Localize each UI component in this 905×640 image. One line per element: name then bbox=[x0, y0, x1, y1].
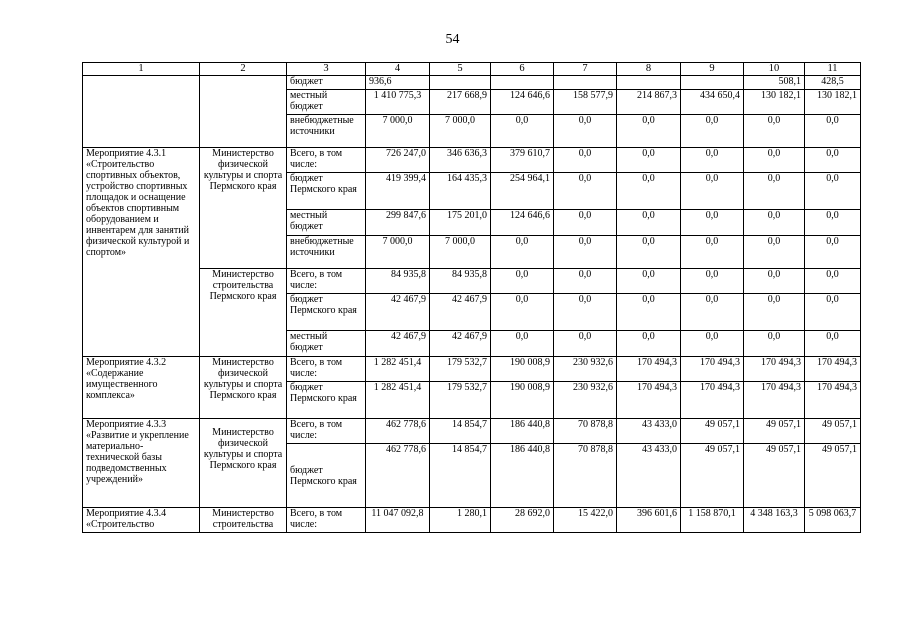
executor-name: Министерство строительства Пермского края bbox=[200, 269, 287, 357]
value-cell: 230 932,6 bbox=[554, 357, 617, 382]
value-cell: 190 008,9 bbox=[491, 382, 554, 419]
value-cell: 230 932,6 bbox=[554, 382, 617, 419]
value-cell: 0,0 bbox=[744, 173, 805, 210]
header-row bbox=[83, 63, 861, 76]
header-cell: 6 bbox=[491, 63, 554, 76]
value-cell bbox=[491, 76, 554, 90]
value-cell: 0,0 bbox=[744, 210, 805, 236]
source-cell: бюджет Пермского края bbox=[287, 444, 366, 508]
value-cell: 42 467,9 bbox=[430, 294, 491, 331]
value-cell: 379 610,7 bbox=[491, 148, 554, 173]
value-cell: 0,0 bbox=[554, 115, 617, 148]
value-cell: 0,0 bbox=[681, 173, 744, 210]
value-cell: 0,0 bbox=[491, 331, 554, 357]
value-cell: 1 282 451,4 bbox=[366, 357, 430, 382]
value-cell: 1 282 451,4 bbox=[366, 382, 430, 419]
value-cell: 7 000,0 bbox=[366, 236, 430, 269]
value-cell: 170 494,3 bbox=[744, 357, 805, 382]
value-cell: 0,0 bbox=[744, 236, 805, 269]
value-cell: 15 422,0 bbox=[554, 508, 617, 533]
value-cell: 70 878,8 bbox=[554, 444, 617, 508]
executor-name: Министерство физической культуры и спорта Пермского края bbox=[200, 419, 287, 508]
value-cell: 214 867,3 bbox=[617, 90, 681, 115]
value-cell: 0,0 bbox=[744, 115, 805, 148]
value-cell: 49 057,1 bbox=[744, 419, 805, 444]
value-cell: 0,0 bbox=[681, 236, 744, 269]
page-number: 54 bbox=[445, 32, 460, 47]
value-cell: 346 636,3 bbox=[430, 148, 491, 173]
value-cell: 170 494,3 bbox=[681, 382, 744, 419]
value-cell: 49 057,1 bbox=[805, 444, 861, 508]
table-row bbox=[83, 148, 861, 173]
value-cell: 7 000,0 bbox=[430, 236, 491, 269]
value-cell: 0,0 bbox=[554, 331, 617, 357]
table-row bbox=[83, 357, 861, 382]
header-cell: 5 bbox=[430, 63, 491, 76]
value-cell: 1 280,1 bbox=[430, 508, 491, 533]
measure-title: Мероприятие 4.3.4 «Строительство bbox=[83, 508, 200, 533]
value-cell: 0,0 bbox=[744, 331, 805, 357]
value-cell: 49 057,1 bbox=[805, 419, 861, 444]
value-cell: 170 494,3 bbox=[681, 357, 744, 382]
measure-title: Мероприятие 4.3.2 «Содержание имущественного комплекса» bbox=[83, 357, 200, 419]
value-cell bbox=[681, 76, 744, 90]
value-cell: 170 494,3 bbox=[617, 382, 681, 419]
value-cell: 70 878,8 bbox=[554, 419, 617, 444]
value-cell: 434 650,4 bbox=[681, 90, 744, 115]
value-cell: 0,0 bbox=[805, 331, 861, 357]
value-cell: 0,0 bbox=[617, 115, 681, 148]
value-cell: 124 646,6 bbox=[491, 210, 554, 236]
value-cell: 49 057,1 bbox=[681, 444, 744, 508]
value-cell: 7 000,0 bbox=[366, 115, 430, 148]
value-cell: 7 000,0 bbox=[430, 115, 491, 148]
value-cell: 0,0 bbox=[805, 210, 861, 236]
value-cell: 0,0 bbox=[554, 148, 617, 173]
value-cell bbox=[430, 76, 491, 90]
value-cell: 43 433,0 bbox=[617, 444, 681, 508]
value-cell: 170 494,3 bbox=[617, 357, 681, 382]
value-cell: 508,1 bbox=[744, 76, 805, 90]
value-cell: 14 854,7 bbox=[430, 419, 491, 444]
value-cell: 1 410 775,3 bbox=[366, 90, 430, 115]
value-cell: 4 348 163,3 bbox=[744, 508, 805, 533]
value-cell: 0,0 bbox=[617, 331, 681, 357]
executor-cell bbox=[200, 76, 287, 148]
value-cell: 186 440,8 bbox=[491, 444, 554, 508]
source-cell: Всего, в том числе: bbox=[287, 269, 366, 294]
value-cell: 0,0 bbox=[805, 115, 861, 148]
value-cell: 0,0 bbox=[681, 331, 744, 357]
value-cell: 419 399,4 bbox=[366, 173, 430, 210]
value-cell: 0,0 bbox=[617, 236, 681, 269]
source-cell: бюджет bbox=[287, 76, 366, 90]
value-cell: 299 847,6 bbox=[366, 210, 430, 236]
value-cell bbox=[554, 76, 617, 90]
source-cell: Всего, в том числе: bbox=[287, 508, 366, 533]
source-cell: Всего, в том числе: bbox=[287, 357, 366, 382]
source-cell: местный бюджет bbox=[287, 210, 366, 236]
value-cell: 0,0 bbox=[681, 210, 744, 236]
value-cell: 43 433,0 bbox=[617, 419, 681, 444]
value-cell: 0,0 bbox=[617, 269, 681, 294]
value-cell: 42 467,9 bbox=[430, 331, 491, 357]
value-cell: 936,6 bbox=[366, 76, 430, 90]
value-cell: 179 532,7 bbox=[430, 357, 491, 382]
header-cell: 10 bbox=[744, 63, 805, 76]
source-cell: бюджет Пермского края bbox=[287, 294, 366, 331]
value-cell: 42 467,9 bbox=[366, 294, 430, 331]
source-cell: внебюджетные источники bbox=[287, 115, 366, 148]
value-cell: 158 577,9 bbox=[554, 90, 617, 115]
value-cell: 0,0 bbox=[805, 173, 861, 210]
value-cell: 130 182,1 bbox=[805, 90, 861, 115]
value-cell: 0,0 bbox=[491, 115, 554, 148]
value-cell: 428,5 bbox=[805, 76, 861, 90]
value-cell: 0,0 bbox=[554, 173, 617, 210]
value-cell: 0,0 bbox=[491, 294, 554, 331]
value-cell: 14 854,7 bbox=[430, 444, 491, 508]
value-cell: 49 057,1 bbox=[744, 444, 805, 508]
header-cell: 1 bbox=[83, 63, 200, 76]
value-cell: 11 047 092,8 bbox=[366, 508, 430, 533]
value-cell: 186 440,8 bbox=[491, 419, 554, 444]
value-cell: 49 057,1 bbox=[681, 419, 744, 444]
value-cell: 0,0 bbox=[617, 294, 681, 331]
source-cell: Всего, в том числе: bbox=[287, 148, 366, 173]
value-cell: 175 201,0 bbox=[430, 210, 491, 236]
value-cell: 170 494,3 bbox=[805, 382, 861, 419]
header-cell: 8 bbox=[617, 63, 681, 76]
value-cell: 5 098 063,7 bbox=[805, 508, 861, 533]
value-cell: 396 601,6 bbox=[617, 508, 681, 533]
value-cell: 0,0 bbox=[681, 148, 744, 173]
value-cell: 0,0 bbox=[554, 269, 617, 294]
value-cell: 0,0 bbox=[617, 210, 681, 236]
value-cell: 0,0 bbox=[805, 148, 861, 173]
measure-title: Мероприятие 4.3.1 «Строительство спортивных объектов, устройство спортивных площадок и оснащение объектов спортивным оборудованием и инвентарем для занятий физической культурой и спортом» bbox=[83, 148, 200, 357]
table-row bbox=[83, 269, 861, 294]
table-row bbox=[83, 419, 861, 444]
value-cell: 190 008,9 bbox=[491, 357, 554, 382]
value-cell: 726 247,0 bbox=[366, 148, 430, 173]
value-cell: 1 158 870,1 bbox=[681, 508, 744, 533]
value-cell: 0,0 bbox=[681, 115, 744, 148]
source-cell: Всего, в том числе: bbox=[287, 419, 366, 444]
value-cell: 170 494,3 bbox=[805, 357, 861, 382]
budget-table bbox=[82, 62, 861, 533]
value-cell: 0,0 bbox=[681, 269, 744, 294]
value-cell: 0,0 bbox=[805, 269, 861, 294]
header-cell: 4 bbox=[366, 63, 430, 76]
source-cell: бюджет Пермского края bbox=[287, 173, 366, 210]
value-cell: 217 668,9 bbox=[430, 90, 491, 115]
value-cell bbox=[617, 76, 681, 90]
value-cell: 0,0 bbox=[617, 173, 681, 210]
value-cell: 179 532,7 bbox=[430, 382, 491, 419]
executor-name: Министерство физической культуры и спорта Пермского края bbox=[200, 357, 287, 419]
header-cell: 11 bbox=[805, 63, 861, 76]
value-cell: 0,0 bbox=[491, 236, 554, 269]
value-cell: 0,0 bbox=[805, 236, 861, 269]
value-cell: 0,0 bbox=[805, 294, 861, 331]
value-cell: 0,0 bbox=[744, 269, 805, 294]
source-cell: местный бюджет bbox=[287, 331, 366, 357]
measure-title: Мероприятие 4.3.3 «Развитие и укрепление материально-технической базы подведомственных учреждений» bbox=[83, 419, 200, 508]
value-cell: 0,0 bbox=[554, 236, 617, 269]
header-cell: 3 bbox=[287, 63, 366, 76]
value-cell: 164 435,3 bbox=[430, 173, 491, 210]
value-cell: 462 778,6 bbox=[366, 444, 430, 508]
value-cell: 0,0 bbox=[617, 148, 681, 173]
executor-name: Министерство физической культуры и спорта Пермского края bbox=[200, 148, 287, 269]
source-cell: внебюджетные источники bbox=[287, 236, 366, 269]
value-cell: 170 494,3 bbox=[744, 382, 805, 419]
value-cell: 130 182,1 bbox=[744, 90, 805, 115]
source-cell: бюджет Пермского края bbox=[287, 382, 366, 419]
value-cell: 0,0 bbox=[681, 294, 744, 331]
measure-cell bbox=[83, 76, 200, 148]
value-cell: 0,0 bbox=[744, 294, 805, 331]
value-cell: 84 935,8 bbox=[366, 269, 430, 294]
source-cell: местный бюджет bbox=[287, 90, 366, 115]
header-cell: 7 bbox=[554, 63, 617, 76]
value-cell: 0,0 bbox=[554, 210, 617, 236]
header-cell: 9 bbox=[681, 63, 744, 76]
value-cell: 84 935,8 bbox=[430, 269, 491, 294]
header-cell: 2 bbox=[200, 63, 287, 76]
table-row bbox=[83, 76, 861, 90]
value-cell: 124 646,6 bbox=[491, 90, 554, 115]
executor-name: Министерство строительства bbox=[200, 508, 287, 533]
value-cell: 42 467,9 bbox=[366, 331, 430, 357]
table-row bbox=[83, 508, 861, 533]
value-cell: 28 692,0 bbox=[491, 508, 554, 533]
value-cell: 462 778,6 bbox=[366, 419, 430, 444]
value-cell: 0,0 bbox=[744, 148, 805, 173]
value-cell: 0,0 bbox=[554, 294, 617, 331]
value-cell: 0,0 bbox=[491, 269, 554, 294]
value-cell: 254 964,1 bbox=[491, 173, 554, 210]
